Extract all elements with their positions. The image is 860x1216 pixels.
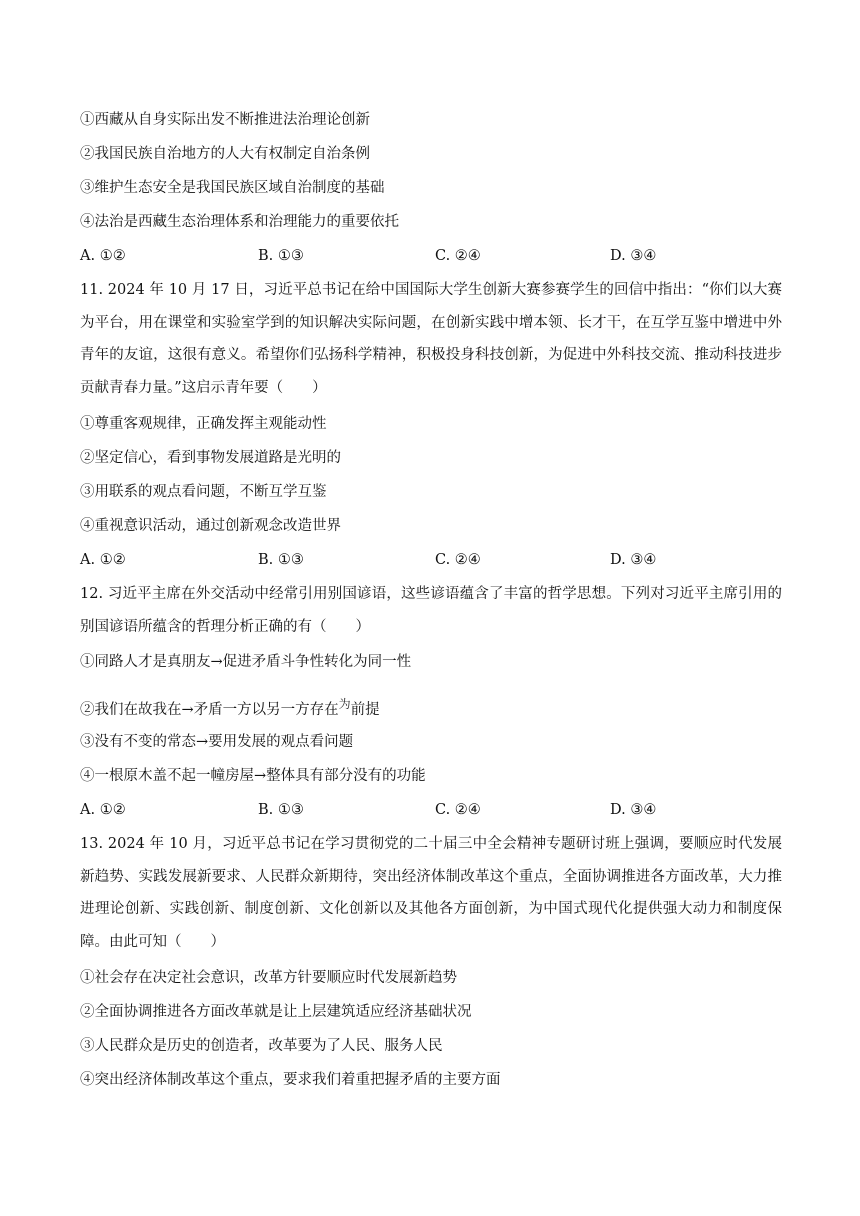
q12-option-c[interactable]: C. ②④ (435, 802, 481, 818)
q10-option-a[interactable]: A. ①② (80, 248, 126, 264)
q11-option-a[interactable]: A. ①② (80, 552, 126, 568)
q12-stem: 12. 习近平主席在外交活动中经常引用别国谚语，这些谚语蕴含了丰富的哲学思想。下列对习近平主席引用的别国谚语所蕴含的哲理分析正确的有（ ） (80, 586, 782, 635)
q12-option-b[interactable]: B. ①③ (258, 802, 304, 818)
q12-item-2 (80, 694, 780, 720)
q11-item-4: ④重视意识活动，通过创新观念改造世界 (80, 518, 341, 534)
q11-option-b[interactable]: B. ①③ (258, 552, 304, 568)
q10-item-3: ③维护生态安全是我国民族区域自治制度的基础 (80, 180, 385, 196)
q11-option-d[interactable]: D. ③④ (610, 552, 657, 568)
q12-option-a[interactable]: A. ①② (80, 802, 126, 818)
q13-item-4: ④突出经济体制改革这个重点，要求我们着重把握矛盾的主要方面 (80, 1072, 501, 1088)
q12-item-2-text: ②我们在故我在→矛盾一方以另一方存在 (80, 702, 339, 718)
q12-item-1: ①同路人才是真朋友→促进矛盾斗争性转化为同一性 (80, 654, 412, 670)
q11-option-c[interactable]: C. ②④ (435, 552, 481, 568)
q11-stem: 11. 2024 年 10 月 17 日，习近平总书记在给中国国际大学生创新大赛参赛学生的回信中指出：“你们以大赛为平台，用在课堂和实验室学到的知识解决实际问题，在创新实践中增本领、长才干，在互学互鉴中增进中外青年的友谊，这很有意义。希望你们弘扬科学精神，积极投身科技创新，为促进中外科技交流、推动科技进步贡献青春力量。”这启示青年要（ ） (80, 282, 782, 396)
q12-option-d[interactable]: D. ③④ (610, 802, 657, 818)
q11-item-1: ①尊重客观规律，正确发挥主观能动性 (80, 416, 327, 432)
q10-item-1: ①西藏从自身实际出发不断推进法治理论创新 (80, 112, 370, 128)
q12-item-2-raised-char: 为 (338, 697, 351, 711)
q10-option-c[interactable]: C. ②④ (435, 248, 481, 264)
q11-item-2: ②坚定信心，看到事物发展道路是光明的 (80, 450, 341, 466)
q11-options (80, 550, 780, 570)
q13-item-1: ①社会存在决定社会意识，改革方针要顺应时代发展新趋势 (80, 970, 457, 986)
q13-item-3: ③人民群众是历史的创造者，改革要为了人民、服务人民 (80, 1038, 443, 1054)
q12-item-3: ③没有不变的常态→要用发展的观点看问题 (80, 734, 354, 750)
q12-options (80, 800, 780, 820)
q12-item-2-tail: 前提 (350, 702, 380, 718)
q10-item-2: ②我国民族自治地方的人大有权制定自治条例 (80, 146, 370, 162)
q10-options (80, 246, 780, 266)
q11-item-3: ③用联系的观点看问题，不断互学互鉴 (80, 484, 327, 500)
q12-item-4: ④一根原木盖不起一幢房屋→整体具有部分没有的功能 (80, 768, 426, 784)
q10-option-d[interactable]: D. ③④ (610, 248, 657, 264)
q10-item-4: ④法治是西藏生态治理体系和治理能力的重要依托 (80, 214, 399, 230)
q10-option-b[interactable]: B. ①③ (258, 248, 304, 264)
q13-stem: 13. 2024 年 10 月，习近平总书记在学习贯彻党的二十届三中全会精神专题研讨班上强调，要顺应时代发展新趋势、实践发展新要求、人民群众新期待，突出经济体制改革这个重点，全面协调推进各方面改革，大力推进理论创新、实践创新、制度创新、文化创新以及其他各方面创新，为中国式现代化提供强大动力和制度保障。由此可知（ ） (80, 836, 782, 950)
q13-item-2: ②全面协调推进各方面改革就是让上层建筑适应经济基础状况 (80, 1004, 472, 1020)
